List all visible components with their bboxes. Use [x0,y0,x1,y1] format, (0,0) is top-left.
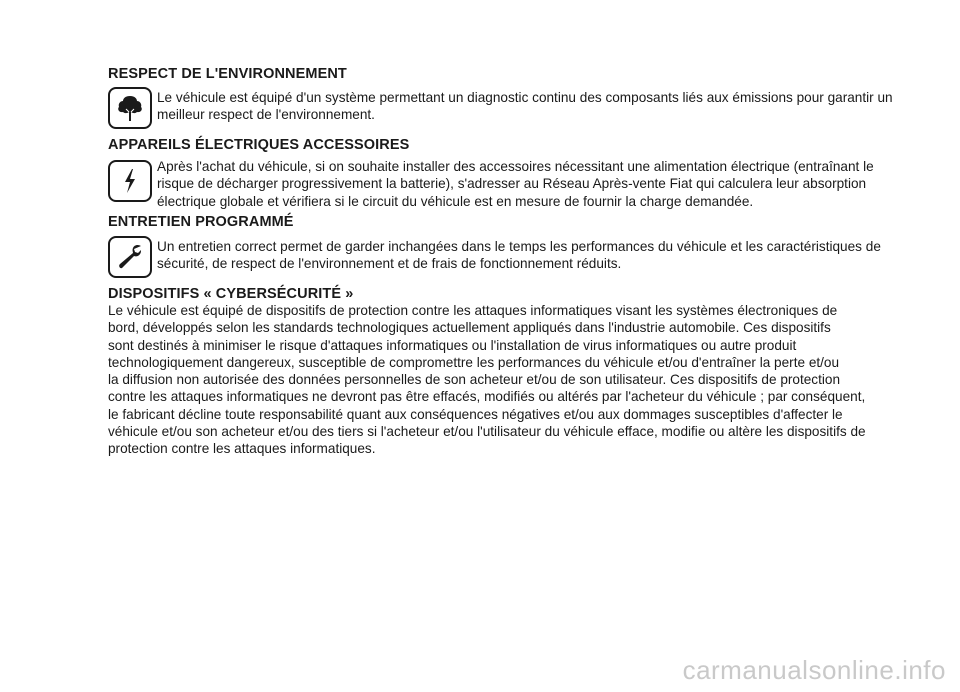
text-line: la diffusion non autorisée des données personnelles de son acheteur et/ou de son utilisateur. Ces dispositifs de protection [108,372,841,388]
wrench-icon [108,236,152,278]
text-line: risque de décharger progressivement la batterie), s'adresser au Réseau Après-vente Fiat qui calculera leur absorption [157,176,867,192]
text-line: véhicule et/ou son acheteur et/ou des tiers si l'acheteur et/ou l'utilisateur du véhicule efface, modifie ou altère les dispositifs de [108,424,866,440]
text-line: électrique globale et vérifiera si le circuit du véhicule est en mesure de fournir la charge demandée. [157,193,754,209]
tree-icon [108,87,152,129]
section-heading-electrical-accessories: APPAREILS ÉLECTRIQUES ACCESSOIRES [108,137,410,153]
section-heading-cybersecurity: DISPOSITIFS « CYBERSÉCURITÉ » [108,286,354,302]
text-line: Après l'achat du véhicule, si on souhaite installer des accessoires nécessitant une alimentation électrique (entraînant le [157,159,874,174]
text-line: sécurité, de respect de l'environnement et de frais de fonctionnement réduits. [157,256,622,272]
text-line: le fabricant décline toute responsabilité quant aux conséquences négatives et/ou aux dommages susceptibles d'affecter le [108,406,843,422]
text-line: Le véhicule est équipé de dispositifs de protection contre les attaques informatiques visant les systèmes électroniques de [108,303,838,318]
section-body-electrical-accessories [157,158,902,210]
text-line: technologiquement dangereux, susceptible de compromettre les performances du véhicule et/ou d'entraîner la perte et/ou [108,354,840,370]
text-line: bord, développés selon les standards technologiques actuellement appliqués dans l'industrie automobile. Ces dispositifs [108,320,831,336]
section-body-cybersecurity [108,302,898,458]
lightning-icon [108,160,152,202]
watermark: carmanualsonline.info [682,655,946,685]
text-line: meilleur respect de l'environnement. [157,107,375,123]
section-heading-scheduled-maintenance: ENTRETIEN PROGRAMMÉ [108,214,294,230]
section-body-environment [157,89,902,124]
section-body-scheduled-maintenance [157,238,902,273]
text-line: Un entretien correct permet de garder inchangées dans le temps les performances du véhicule et les caractéristiques de [157,239,881,254]
text-line: Le véhicule est équipé d'un système permettant un diagnostic continu des composants liés aux émissions pour garantir un [157,90,893,105]
text-line: sont destinés à minimiser le risque d'attaques informatiques ou l'installation de virus informatiques ou autre produit [108,337,797,353]
text-line: contre les attaques informatiques ne devront pas être effacés, modifiés ou altérés par l'acheteur du véhicule ; par conséquent, [108,389,866,405]
text-line: protection contre les attaques informatiques. [108,441,376,457]
section-heading-environment: RESPECT DE L'ENVIRONNEMENT [108,66,347,82]
